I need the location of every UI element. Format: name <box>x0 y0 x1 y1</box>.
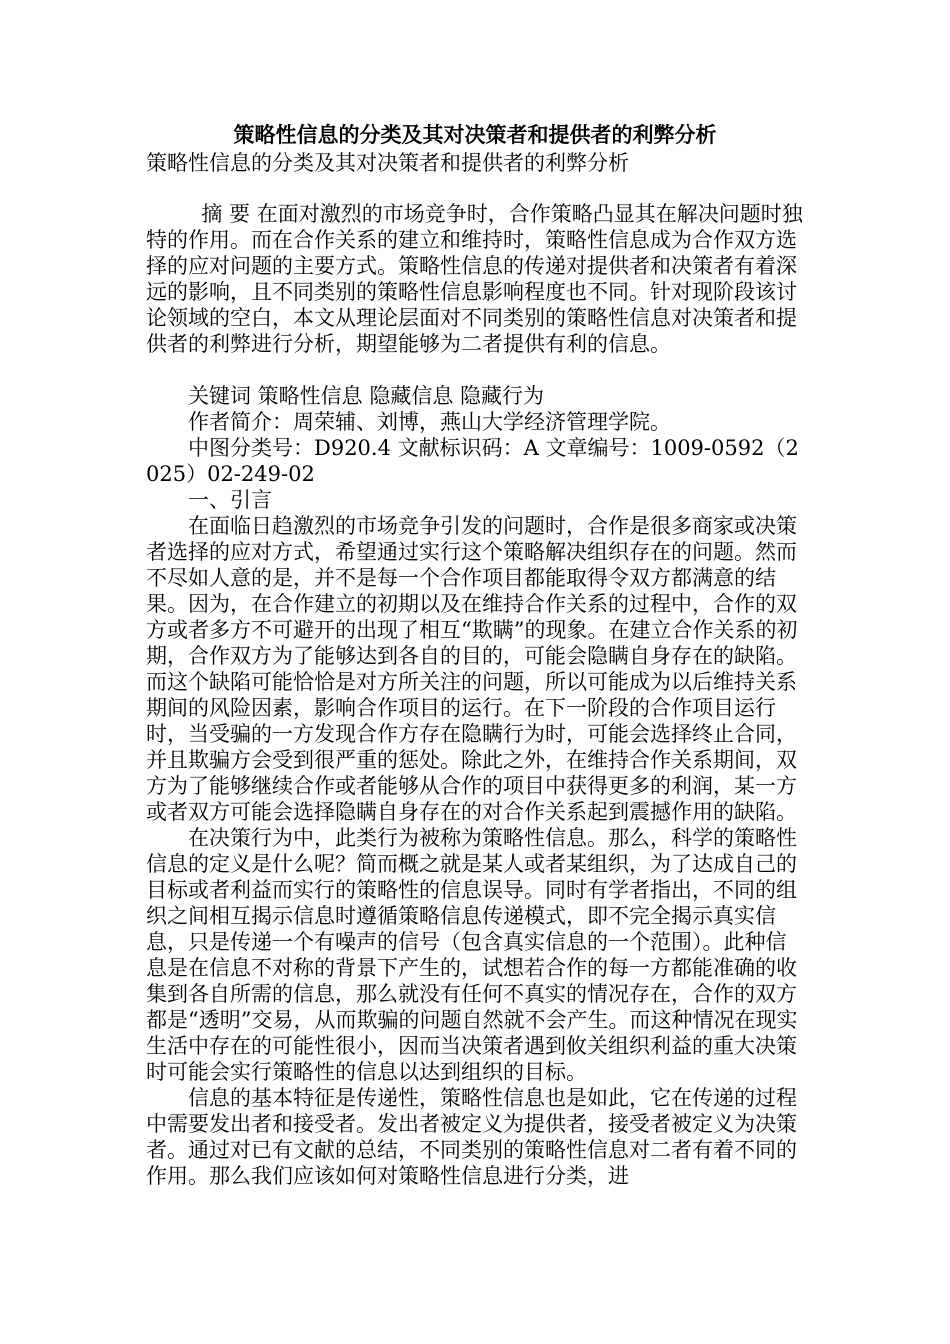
section-heading: 一、引言 <box>188 488 272 512</box>
document-body <box>146 201 806 1189</box>
document-title: 策略性信息的分类及其对决策者和提供者的利弊分析 <box>233 122 717 147</box>
body-paragraph: 信息的基本特征是传递性，策略性信息也是如此，它在传递的过程中需要发出者和接受者。发出者被定义为提供者，接受者被定义为决策者。通过对已有文献的总结，不同类别的策略性信息对二者有着不同的作用。那么我们应该如何对策略性信息进行分类，进 <box>146 1086 797 1188</box>
body-paragraph: 在面临日趋激烈的市场竞争引发的问题时，合作是很多商家或决策者选择的应对方式，希望通过实行这个策略解决组织存在的问题。然而不尽如人意的是，并不是每一个合作项目都能取得令双方都满意的结果。因为，在合作建立的初期以及在维持合作关系的过程中，合作的双方或者多方不可避开的出现了相互“欺瞒”的现象。在建立合作关系的初期，合作双方为了能够达到各自的目的，可能会隐瞒自身存在的缺陷。而这个缺陷可能恰恰是对方所关注的问题，所以可能成为以后维持关系期间的风险因素，影响合作项目的运行。在下一阶段的合作项目运行时，当受骗的一方发现合作方存在隐瞒行为时，可能会选择终止合同，并且欺骗方会受到很严重的惩处。除此之外，在维持合作关系期间，双方为了能够继续合作或者能够从合作的项目中获得更多的利润，某一方或者双方可能会选择隐瞒自身存在的对合作关系起到震撼作用的缺陷。 <box>146 514 798 824</box>
spacer <box>146 357 806 383</box>
body-paragraph: 在决策行为中，此类行为被称为策略性信息。那么，科学的策略性信息的定义是什么呢？简而概之就是某人或者某组织，为了达成自己的目标或者利益而实行的策略性的信息误导。同时有学者指出，不同的组织之间相互揭示信息时遵循策略信息传递模式，即不完全揭示真实信息，只是传递一个有噪声的信号（包含真实信息的一个范围）。此种信息是在信息不对称的背景下产生的，试想若合作的每一方都能准确的收集到各自所需的信息，那么就没有任何不真实的情况存在，合作的双方都是“透明”交易，从而欺骗的问题自然就不会产生。而这种情况在现实生活中存在的可能性很小，因而当决策者遇到攸关组织利益的重大决策时可能会实行策略性的信息以达到组织的目标。 <box>146 826 798 1084</box>
keywords-line: 关键词 策略性信息 隐藏信息 隐藏行为 <box>188 384 545 408</box>
author-line: 作者简介：周荣辅、刘博，燕山大学经济管理学院。 <box>188 410 671 434</box>
classification-line: 中图分类号：D920.4 文献标识码：A 文章编号：1009-0592（2025）02-249-02 <box>146 436 799 486</box>
document-subtitle: 策略性信息的分类及其对决策者和提供者的利弊分析 <box>146 151 629 175</box>
abstract-paragraph: 摘 要 在面对激烈的市场竞争时，合作策略凸显其在解决问题时独特的作用。而在合作关系的建立和维持时，策略性信息成为合作双方选择的应对问题的主要方式。策略性信息的传递对提供者和决策者有着深远的影响，且不同类别的策略性信息影响程度也不同。针对现阶段该讨论领域的空白，本文从理论层面对不同类别的策略性信息对决策者和提供者的利弊进行分析，期望能够为二者提供有利的信息。 <box>146 202 803 356</box>
